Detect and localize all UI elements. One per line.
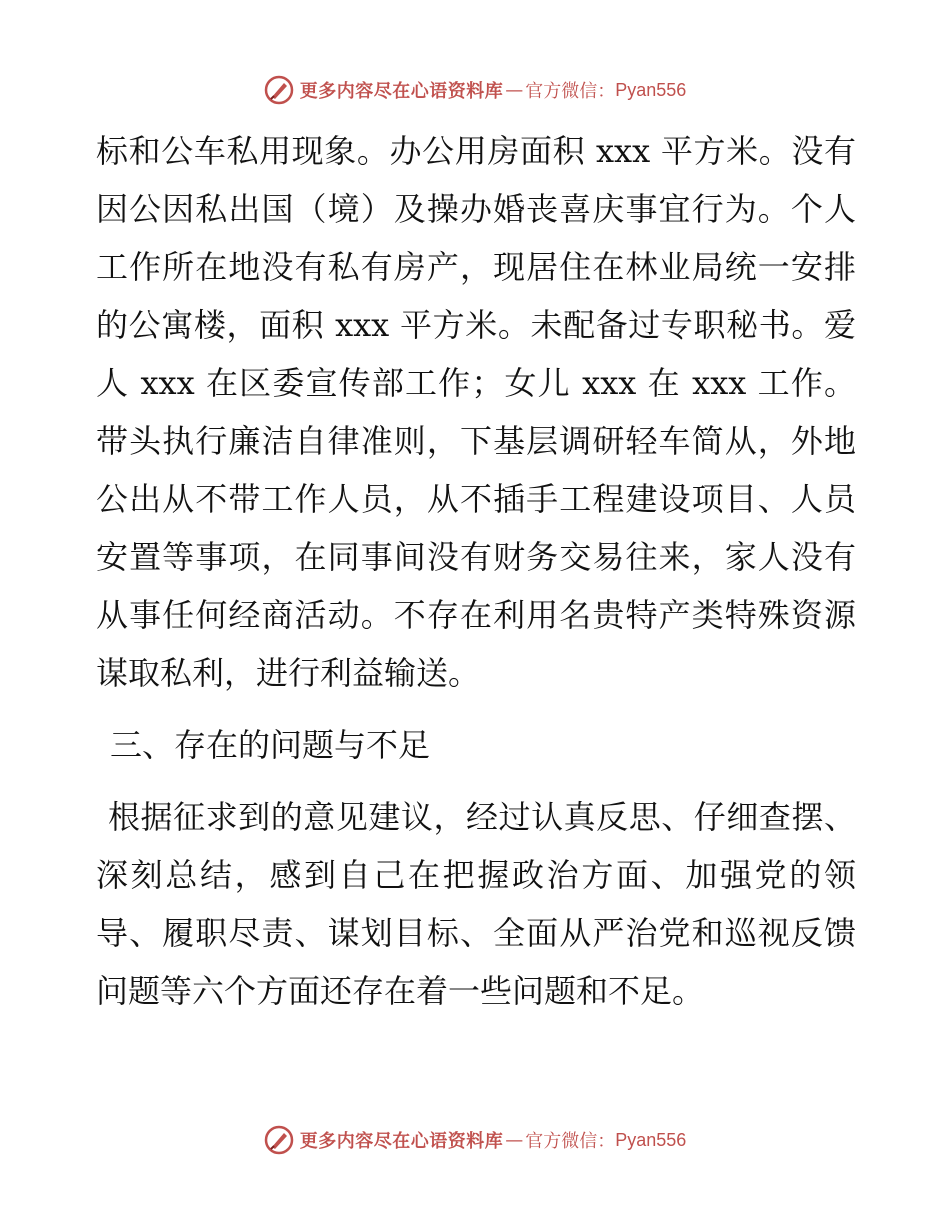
watermark-brand: 更多内容尽在心语资料库 bbox=[299, 1131, 504, 1152]
watermark-dash: — bbox=[505, 1129, 524, 1151]
quill-logo-icon bbox=[264, 75, 294, 105]
watermark-handle: Pyan556 bbox=[615, 79, 687, 100]
section-title: 三、存在的问题与不足 bbox=[110, 726, 431, 764]
watermark-wechat-label: 官方微信： bbox=[525, 1131, 616, 1152]
watermark-dash: — bbox=[505, 79, 524, 101]
watermark-brand: 更多内容尽在心语资料库 bbox=[299, 81, 504, 102]
paragraph-integrity: 标和公车私用现象。办公用房面积 xxx 平方米。没有因公因私出国（境）及操办婚丧喜庆事宜行为。个人工作所在地没有私有房产，现居住在林业局统一安排的公寓楼，面积 xxx 平方米。未配备过专职秘书。爱人 xxx 在区委宣传部工作；女儿 xxx 在 xxx 工作。带头执行廉洁自律准则，下基层调研轻车简从，外地公出从不带工作人员，从不插手工程建设项目、人员安置等事项，在同事间没有财务交易往来，家人没有从事任何经商活动。不存在利用名贵特产类特殊资源谋取私利，进行利益输送。 bbox=[96, 132, 856, 692]
watermark-banner-top bbox=[0, 70, 950, 110]
quill-logo-icon bbox=[264, 1125, 294, 1155]
watermark-wechat-label: 官方微信： bbox=[525, 81, 616, 102]
watermark-banner-bottom bbox=[0, 1120, 950, 1160]
watermark-handle: Pyan556 bbox=[615, 1129, 687, 1150]
document-body bbox=[96, 122, 856, 1020]
paragraph-problems: 根据征求到的意见建议，经过认真反思、仔细查摆、深刻总结，感到自己在把握政治方面、加强党的领导、履职尽责、谋划目标、全面从严治党和巡视反馈问题等六个方面还存在着一些问题和不足。 bbox=[96, 798, 856, 1010]
